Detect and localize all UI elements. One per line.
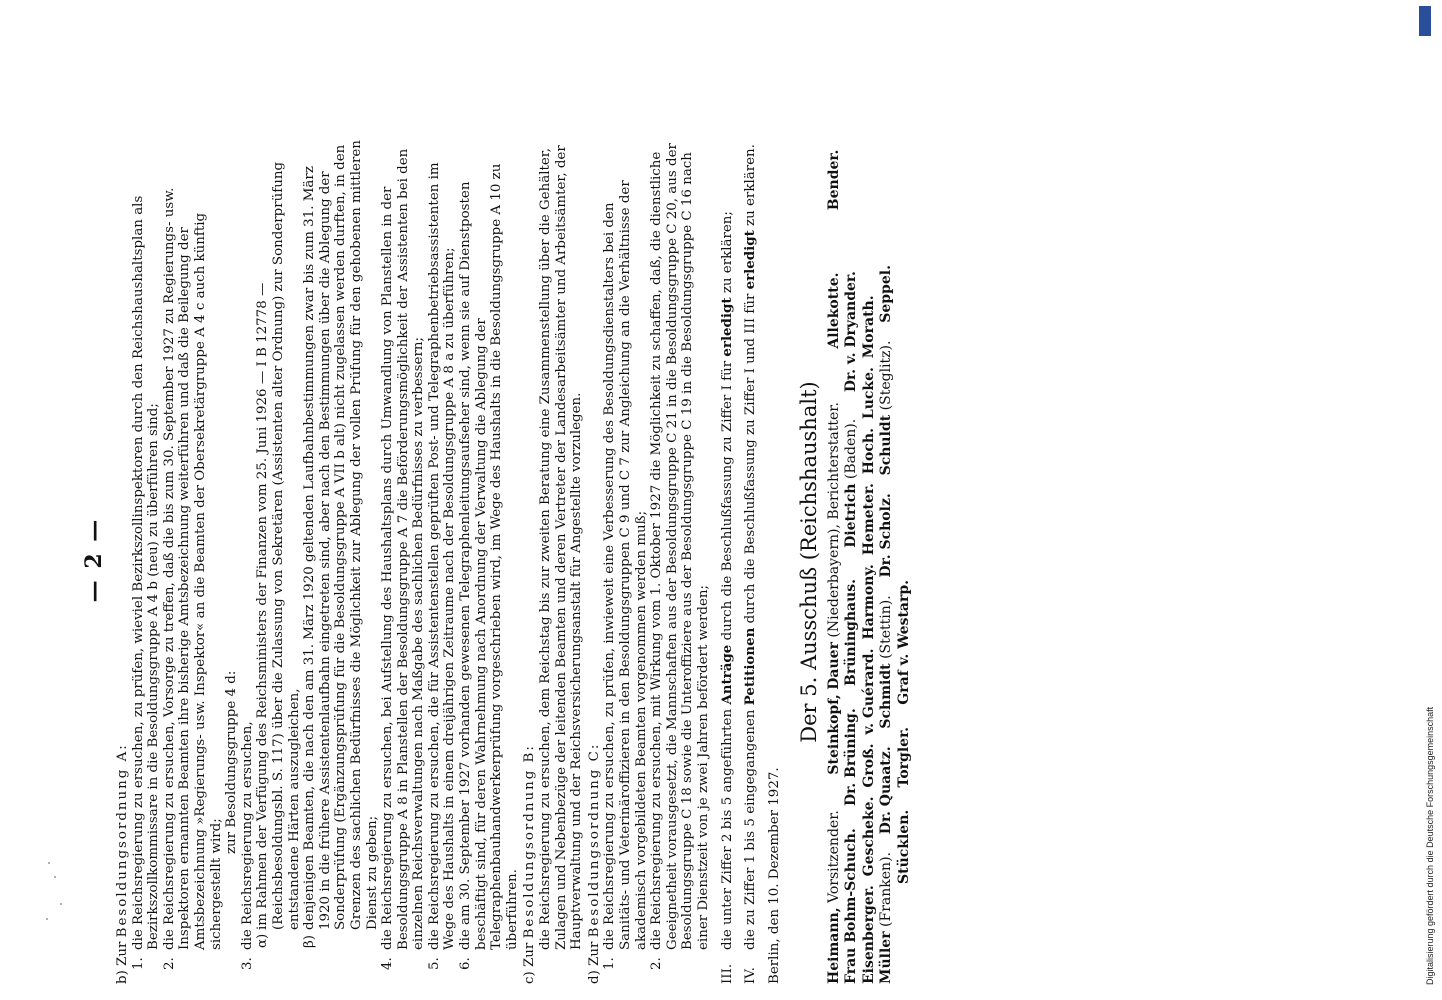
section-b-heading: b) Zur Besoldungsordnung A: — [115, 743, 130, 984]
rotated-document-page — [81, 120, 1247, 1000]
digitization-note: Digitalisierung gefördert durch die Deutsche Forschungsgemeinschaft — [1425, 706, 1435, 985]
page-number: — 2 — — [81, 517, 107, 603]
scan-speck — [46, 918, 48, 920]
paragraph: die Reichsregierung zu ersuchen, dem Reichstag bis zur zweiten Beratung eine Zusammenstellung über die Gehälter, Zulagen und Nebenbezüge der leitenden Beamten und deren Vertreter der Landesarbeitsämter und Arbeitsämter, der Hauptverwaltung und der Reichsversicherungsanstalt für Angestellte vorzulegen. — [538, 145, 585, 950]
document-body — [113, 140, 913, 984]
member-list — [826, 140, 914, 984]
list-item: 1. die Reichsregierung zu ersuchen, zu prüfen, inwieweit eine Verbesserung des Besoldungsdienstalters bei den Sanitäts- und Veterinäroffizieren in den Besoldungsgruppen C 9 und C 7 zur Angleichung an die Verhältnisse der akademisch vorgebildeten Beamten vorgenommen werden muß; — [602, 180, 649, 970]
list-item: 2. die Reichsregierung zu ersuchen, mit Wirkung vom 1. Oktober 1927 die Möglichkeit zu schaffen, daß, die dienstliche Geeignetheit vorausgesetzt, die Mannschaften aus der Besoldungsgruppe C 21 in die Besoldungsgruppe C 20, aus der Besoldungsgruppe C 18 sowie die Unteroffiziere aus der Besoldungsgruppe C 19 in die Besoldungsgruppe C 16 nach einer Dienstzeit von je zwei Jahren befördert werden; — [649, 143, 711, 970]
list-item: 4. die Reichsregierung zu ersuchen, bei Aufstellung des Haushaltsplans durch Umwandlung von Planstellen in der Besoldungsgruppe A 8 in Planstellen der Besoldungsgruppe A 7 die Beförderungsmöglichkeit der Assistenten bei den einzelnen Reichsverwaltungen nach Maßgabe des sachlichen Bedürfnisses zu verbessern; — [380, 148, 427, 970]
member-row: Stücklen. Torgler. Graf v. Westarp. — [895, 579, 912, 884]
section-c-heading: c) Zur Besoldungsordnung B: — [522, 744, 538, 984]
member-row: Müller (Franken). Dr. Quaatz. Schmidt (Stettin). Dr. Scholz. Schuldt (Steglitz). Seppel. — [878, 265, 895, 984]
date-line: Berlin, den 10. Dezember 1927. — [766, 767, 782, 984]
list-item: 5. die Reichsregierung zu ersuchen, die für Assistentenstellen geprüften Post- und Telegraphenbetriebsassistenten im Wege des Haushalts in einem dreijährigen Zeitraume nach der Besoldungsgruppe A 8 a zu überführen; — [426, 162, 458, 970]
sub-list-item: α) im Rahmen der Verfügung des Reichsministers der Finanzen vom 25. Juni 1926 — I B 12778 — (Reichsbesoldungsbl. S. 117) über die Zulassung von Sekretären (Assistenten alter Ordnung) zur Sonderprüfung entstandene Härten auszugleichen, — [255, 161, 302, 948]
scan-speck — [54, 876, 56, 878]
list-item: 2. die Reichsregierung zu ersuchen, Vorsorge zu treffen, daß die bis zum 30. September 1927 zu Regierungs- usw. Inspektoren ernannten Beamten ihre bisherige Amtsbezeichnung weiterführen und daß die Beilegung der Amtsbezeichnung »Regierungs- usw. Inspektor« an die Beamten der Obersekretärgruppe A 4 c auch künftig sichergestellt wird; — [161, 187, 224, 970]
member-row: Heimann, Vorsitzender. Steinkopf, Dauer (Niederbayern), Berichterstatter. Allekotte. Bender. — [825, 149, 842, 984]
committee-heading: Der 5. Ausschuß (Reichshaushalt) — [797, 381, 822, 743]
list-item: 3. die Reichsregierung zu ersuchen, — [239, 721, 255, 970]
resolution-item: IV. die zu Ziffer 1 bis 5 eingegangenen Petitionen durch die Beschlußfassung zu Ziffer I und III für erledigt zu erklären. — [742, 144, 759, 984]
subgroup-heading: zur Besoldungsgruppe 4 d: — [224, 670, 240, 854]
scan-speck — [48, 862, 50, 864]
member-row: Frau Bohm-Schuch. Dr. Brüning. Brüninghaus. Dietrich (Baden). Dr. v. Dryander. — [843, 271, 860, 984]
list-item: 1. die Reichsregierung zu ersuchen, zu prüfen, wieviel Bezirkszollinspektoren durch den Reichshaushaltsplan als Bezirkszollkommissare in die Besoldungsgruppe A 4 b (neu) zu überführen sind; — [130, 195, 162, 970]
scan-speck — [60, 903, 62, 905]
list-item: 6. die am 30. September 1927 vorhanden gewesenen Telegraphenleitungsaufseher sind, wenn sie auf Dienstposten beschäftigt sind, für deren Wahrnehmung nach Anordnung der Verwaltung die Ablegung der Telegraphenbauhandwerkerprüfung vorgeschrieben wird, im Wege des Haushalts in die Besoldungsgruppe A 10 zu überführen. — [458, 163, 520, 970]
resolution-item: III. die unter Ziffer 2 bis 5 angeführten Anträge durch die Beschlußfassung zu Ziffer I für erledigt zu erklären; — [718, 211, 735, 984]
section-d-heading: d) Zur Besoldungsordnung C: — [586, 742, 602, 984]
sub-list-item: β) denjenigen Beamten, die nach den am 31. März 1920 geltenden Laufbahnbestimmungen zwar bis zum 31. März 1920 in die frühere Assistentenlaufbahn eingetreten sind, aber nach den Bestimmungen über die Ablegung der Sonderprüfung (Ergänzungsprüfung für die Besoldungsgruppe A VII b alt) nicht zugelassen werden durften, in den Grenzen des sachlichen Bedürfnisses die Möglichkeit zur Ablegung der vollen Prüfung für den gehobenen mittleren Dienst zu geben; — [302, 140, 380, 948]
dfg-logo: DFG — [1419, 6, 1431, 36]
member-row: Eisenberger. Gescheke. Groß. v. Guérard. Harmony. Hemeter. Hoch. Lucke. Morath. — [860, 295, 877, 984]
